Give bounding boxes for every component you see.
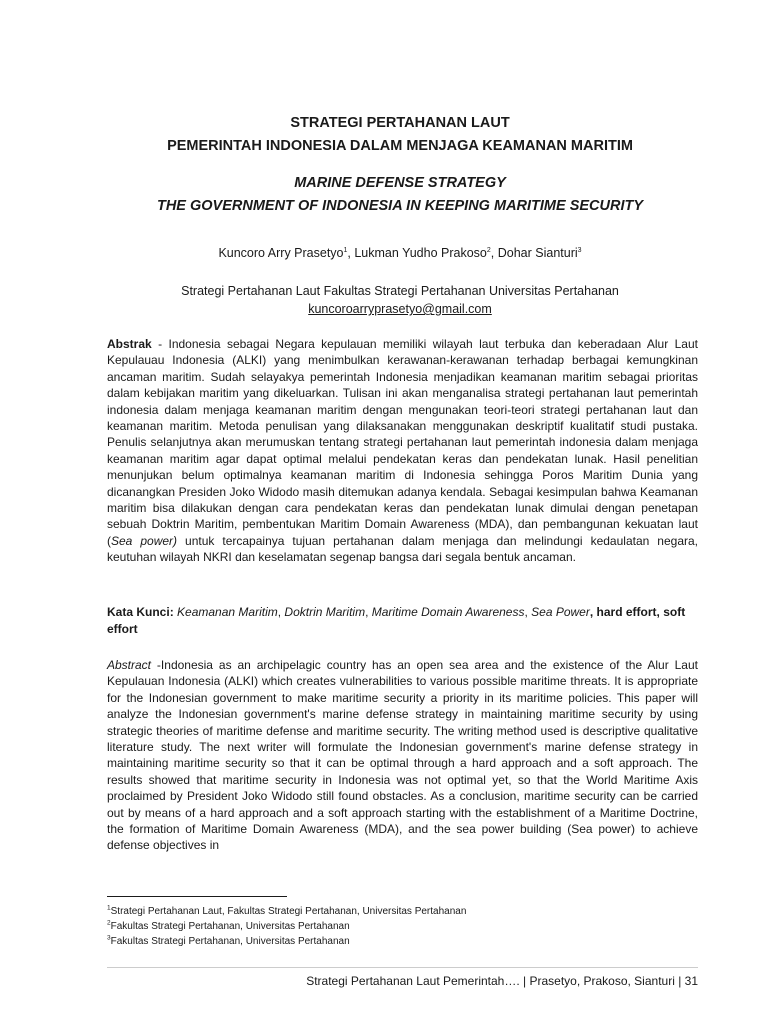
author-mark: 1 (343, 246, 348, 254)
keyword-separator: , (277, 605, 285, 619)
abstract-id-label: Abstrak (107, 337, 152, 351)
abstract-id-text-end: untuk tercapainya tujuan pertahanan dalam menjaga dan melindungi kedaulatan negara, keutuhan wilayah NKRI dan keselamatan segenap bangsa dari segala bentuk ancaman. (107, 533, 698, 565)
author-mark: 2 (486, 246, 491, 254)
author-name: Kuncoro Arry Prasetyo (218, 246, 344, 260)
running-footer: Strategi Pertahanan Laut Pemerintah…. | Prasetyo, Prakoso, Sianturi | 31 (306, 974, 698, 988)
keyword: Sea Power (531, 605, 590, 619)
author-name: Lukman Yudho Prakoso (354, 246, 487, 260)
title-id-line-1: STRATEGI PERTAHANAN LAUT (290, 115, 510, 131)
keyword: Maritime Domain Awareness (371, 605, 525, 619)
author-name: Dohar Sianturi (497, 246, 578, 260)
footnote-item (107, 919, 707, 934)
keywords-label: Kata Kunci (107, 605, 170, 619)
abstract-english (107, 657, 698, 854)
abstract-en-text: -Indonesia as an archipelagic country has an open sea area and the existence of the Alur Laut Kepulauan Indonesia (ALKI) which creates vulnerabilities to various possible maritime threats. It is appropriate for the Indonesian government to make maritime security a priority in its maritime policies. This paper will analyze the Indonesian government's marine defense strategy in maintaining maritime security by using strategic theories of maritime defense and maritime security. The writing method used is descriptive qualitative literature study. The next writer will formulate the Indonesian government's marine defense strategy in maintaining maritime security so that it can be optimal through a hard approach and a soft approach. The results showed that maritime security in Indonesia was not optimal yet, so that the World Maritime Axis proclaimed by President Joko Widodo still found obstacles. As a conclusion, maritime security can be carried out by means of a hard approach and a soft approach starting with the establishment of a Maritime Doctrine, the formation of Maritime Domain Awareness (MDA), and the sea power building (Sea power) to achieve defense objectives in (107, 658, 698, 853)
footnote-item (107, 904, 707, 919)
affiliation (100, 282, 700, 318)
author-mark: 3 (577, 246, 582, 254)
abstract-id-sea-power: Sea power) (111, 533, 178, 548)
title-en-line-2: THE GOVERNMENT OF INDONESIA IN KEEPING MARITIME SECURITY (156, 198, 644, 214)
author-list: Kuncoro Arry Prasetyo$^1$, Lukman Yudho Prakoso$^2$, Dohar Sianturi$^3$ (218, 246, 582, 260)
footer-divider (107, 967, 698, 968)
author-email-link[interactable]: kuncoroarryprasetyo@gmail.com (308, 302, 492, 316)
footnote-text: Strategi Pertahanan Laut, Fakultas Strategi Pertahanan, Universitas Pertahanan (110, 906, 467, 917)
abstract-indonesian (107, 336, 698, 566)
footnote-text: Fakultas Strategi Pertahanan, Universitas Pertahanan (110, 936, 350, 947)
keywords-colon: : (169, 605, 178, 619)
abstract-id-text: - Indonesia sebagai Negara kepulauan memiliki wilayah laut terbuka dan keberadaan Alur Laut Kepulauau Indonesia (ALKI) yang menimbulkan kerawanan-kerawanan terhadap berbagai kemungkinan ancaman maritim. Sudah selayakya pemerintah Indonesia menjadikan keamanan maritim sebagai prioritas dalam kebijakan maritim yang dikeluarkan. Tulisan ini akan menganalisa strategi pertahanan laut pemerintah indonesia dalam menjaga keamanan maritim dengan mengunakan teori-teori strategi pertahanan laut dan keamanan maritim. Metoda penulisan yang dilaksanakan menggunakan deskriptif kualitatif studi pustaka. Penulis selanjutnya akan merumuskan tentang strategi pertahanan laut pemerintah indonesia dalam menjaga keamanan maritim agar dapat optimal melalui pendekatan keras dan pendekatan lunak. Hasil penelitian menunjukan belum optimalnya keamanan maritim di Indonesia sehingga Poros Maritim Dunia yang dicanangkan Presiden Joko Widodo masih ditemukan adanya kendala. Sebagai kesimpulan bahwa Keamanan maritim bisa dilakukan dengan cara pendekatan keras dan pendekatan lunak dimulai dengan penetapan sebuah Doktrin Maritim, pembentukan Maritim Domain Awareness (MDA), dan pembangunan kekuatan laut ( (107, 337, 698, 548)
footnote-mark: 3 (107, 934, 111, 942)
title-id-line-2: PEMERINTAH INDONESIA DALAM MENJAGA KEAMANAN MARITIM (167, 138, 633, 154)
footnote-divider (107, 896, 287, 897)
title-indonesian (100, 112, 700, 158)
keyword-separator: , (524, 605, 532, 619)
keyword-separator: , (365, 605, 372, 619)
footnote-mark: 1 (107, 904, 111, 912)
title-en-line-1: MARINE DEFENSE STRATEGY (294, 175, 506, 191)
keyword: Doktrin Maritim (284, 605, 366, 619)
title-english (100, 172, 700, 218)
footnote-mark: 2 (107, 919, 111, 927)
footnotes (107, 904, 707, 949)
keywords-tail: , hard effort, soft effort (107, 605, 686, 636)
keywords (107, 604, 698, 638)
affiliation-institution: Strategi Pertahanan Laut Fakultas Strategi Pertahanan Universitas Pertahanan (181, 284, 619, 298)
footnote-text: Fakultas Strategi Pertahanan, Universitas Pertahanan (110, 921, 350, 932)
abstract-en-label: Abstract (107, 658, 152, 672)
footnote-item (107, 934, 707, 949)
keyword: Keamanan Maritim (177, 605, 278, 619)
